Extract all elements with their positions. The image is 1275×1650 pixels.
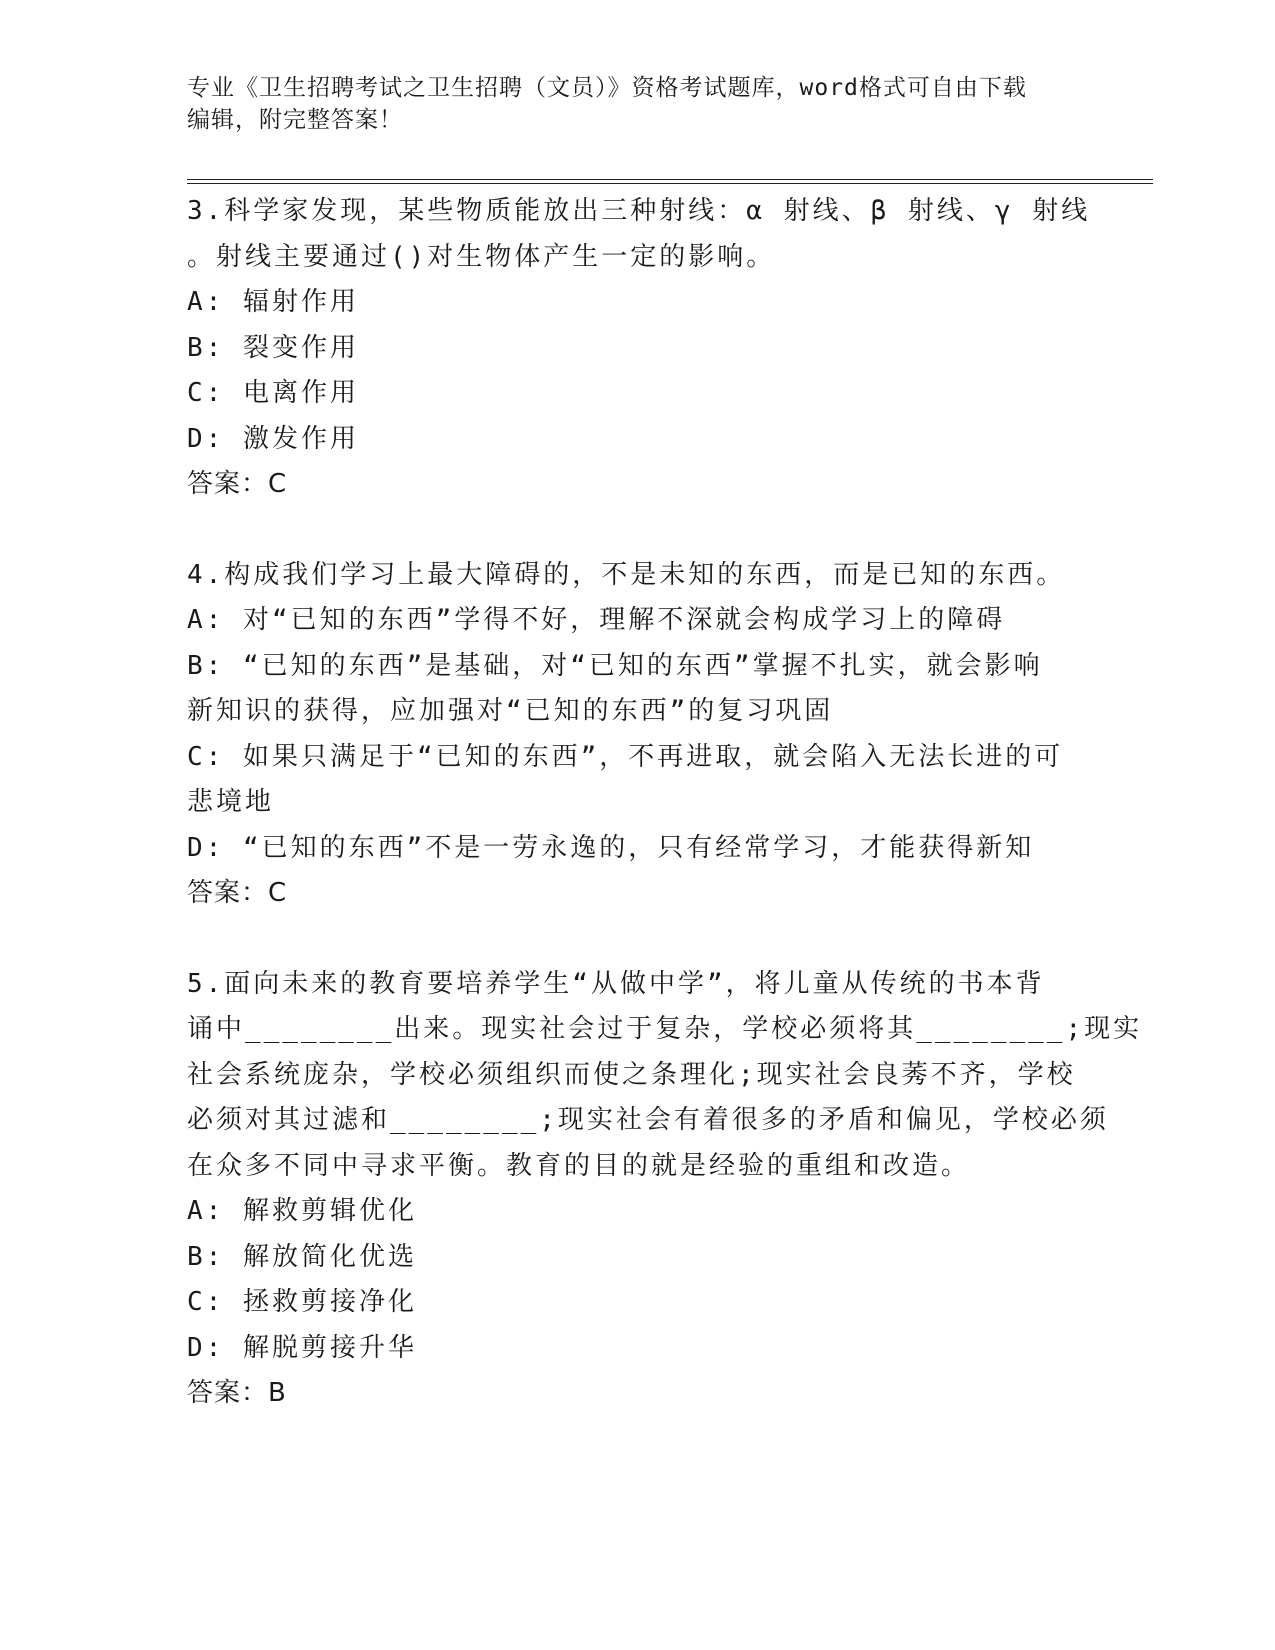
question-stem-line: 5.面向未来的教育要培养学生“从做中学”，将儿童从传统的书本背 (187, 968, 1045, 999)
answer-key: 答案：C (187, 469, 288, 499)
question-block (187, 962, 1143, 1417)
answer-option-line: D: 激发作用 (187, 423, 359, 454)
question-stem-line: 必须对其过滤和________;现实社会有着很多的矛盾和偏见，学校必须 (187, 1105, 1109, 1135)
question-block (187, 553, 1077, 917)
answer-option-line: A: 辐射作用 (187, 287, 359, 317)
answer-option-line: C: 如果只满足于“已知的东西”，不再进取，就会陷入无法长进的可 (187, 741, 1064, 772)
answer-option-line: B: “已知的东西”是基础，对“已知的东西”掌握不扎实，就会影响 (187, 650, 1043, 681)
answer-option-line: B: 裂变作用 (187, 332, 359, 363)
question-stem-line: 社会系统庞杂，学校必须组织而使之条理化;现实社会良莠不齐，学校 (187, 1059, 1076, 1090)
question-list (187, 189, 1143, 1462)
answer-option-line: 悲境地 (187, 787, 275, 817)
answer-option-line: C: 电离作用 (187, 378, 359, 408)
header-line-1: 专业《卫生招聘考试之卫生招聘（文员）》资格考试题库，word格式可自由下载 (187, 75, 1027, 101)
question-stem-line: 在众多不同中寻求平衡。教育的目的就是经验的重组和改造。 (187, 1150, 971, 1181)
answer-option-line: B: 解放简化优选 (187, 1241, 417, 1272)
answer-option-line: A: 对“已知的东西”学得不好，理解不深就会构成学习上的障碍 (187, 605, 1006, 635)
question-block (187, 189, 1091, 508)
document-header (187, 72, 1067, 136)
answer-option-line: 新知识的获得，应加强对“已知的东西”的复习巩固 (187, 696, 834, 726)
question-stem-line: 4.构成我们学习上最大障碍的，不是未知的东西，而是已知的东西。 (187, 559, 1066, 590)
answer-option-line: A: 解救剪辑优化 (187, 1196, 417, 1226)
question-stem-line: 诵中________出来。现实社会过于复杂，学校必须将其________;现实 (187, 1014, 1143, 1044)
answer-option-line: D: 解脱剪接升华 (187, 1332, 417, 1363)
answer-option-line: C: 拯救剪接净化 (187, 1287, 417, 1317)
answer-option-line: D: “已知的东西”不是一劳永逸的，只有经常学习，才能获得新知 (187, 832, 1035, 863)
header-divider-bottom (187, 183, 1153, 184)
header-line-2: 编辑，附完整答案！ (187, 107, 403, 133)
question-stem-line: 3.科学家发现，某些物质能放出三种射线：α 射线、β 射线、γ 射线 (187, 196, 1091, 226)
header-divider-top (187, 179, 1153, 180)
question-stem-line: 。射线主要通过()对生物体产生一定的影响。 (187, 241, 776, 272)
answer-key: 答案：B (187, 1378, 287, 1408)
answer-key: 答案：C (187, 878, 288, 908)
